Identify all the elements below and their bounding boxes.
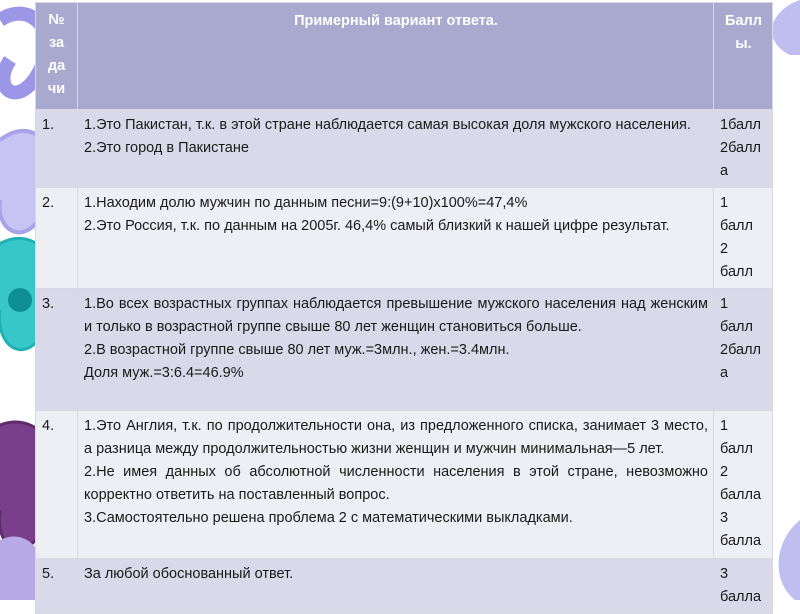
- row-number: 5.: [36, 559, 78, 614]
- score-line: 1: [720, 418, 729, 434]
- answer-line: 2.Это город в Пакистане: [84, 140, 249, 156]
- answer-line: 1.Это Пакистан, т.к. в этой стране наблюдается самая высокая доля мужского населения.: [84, 117, 691, 133]
- table-row: [36, 110, 773, 188]
- row-score: [714, 411, 773, 559]
- score-line: 1: [720, 195, 729, 211]
- table-row: [36, 289, 773, 411]
- row-score: [714, 188, 773, 289]
- score-line: а: [720, 365, 729, 381]
- table-header-row: [36, 3, 773, 110]
- score-line: балл: [720, 218, 753, 234]
- row-answer: [78, 188, 714, 289]
- answer-line: 3.Самостоятельно решена проблема 2 с математическими выкладками.: [84, 510, 573, 526]
- row-score: [714, 110, 773, 188]
- header-num-line: №: [48, 12, 65, 28]
- answer-line: 2.Это Россия, т.к. по данным на 2005г. 46,4% самый близкий к нашей цифре результат.: [84, 218, 670, 234]
- score-line: 2балл: [720, 140, 762, 156]
- swirl-right-bottom: [779, 520, 800, 600]
- score-line: 1: [720, 296, 729, 312]
- score-line: балл: [720, 319, 753, 335]
- table-row: [36, 559, 773, 614]
- answer-line: 2.Не имея данных об абсолютной численности населения в этой стране, невозможно корректно ответить на поставленный вопрос.: [84, 464, 708, 503]
- header-task-number: [36, 3, 78, 110]
- header-num-line: чи: [47, 81, 66, 97]
- score-line: балла: [720, 589, 762, 605]
- answer-line: 2.В возрастной группе свыше 80 лет муж.=3млн., жен.=3.4млн.: [84, 342, 510, 358]
- header-num-line: за: [48, 35, 65, 51]
- swirl-teal-dot: [8, 288, 32, 312]
- row-answer: [78, 289, 714, 411]
- score-line: 2: [720, 241, 729, 257]
- score-line: балла: [720, 533, 762, 549]
- row-answer: [78, 559, 714, 614]
- row-score: [714, 559, 773, 614]
- answer-line: За любой обоснованный ответ.: [84, 566, 294, 582]
- score-line: 3: [720, 510, 729, 526]
- answer-line: 1.Это Англия, т.к. по продолжительности она, из предложенного списка, занимает 3 место, а разница между продолжительностью жизни женщин и мужчин минимальная—5 лет.: [84, 418, 708, 457]
- table-row: [36, 411, 773, 559]
- row-number: 4.: [36, 411, 78, 559]
- answer-line: 1.Во всех возрастных группах наблюдается превышение мужского населения над женским и только в возрастной группе свыше 80 лет женщин становиться больше.: [84, 296, 708, 335]
- row-answer: [78, 411, 714, 559]
- answer-line: Доля муж.=3:6.4=46.9%: [84, 365, 244, 381]
- header-score: Балл ы.: [714, 3, 773, 110]
- row-answer: [78, 110, 714, 188]
- row-number: 2.: [36, 188, 78, 289]
- score-line: 3: [720, 566, 729, 582]
- score-line: 2: [720, 464, 729, 480]
- row-number: 1.: [36, 110, 78, 188]
- table-row: [36, 188, 773, 289]
- score-line: 2балл: [720, 342, 762, 358]
- row-score: [714, 289, 773, 411]
- header-answer: Примерный вариант ответа.: [78, 3, 714, 110]
- score-line: балл: [720, 441, 753, 457]
- swirl-right-top: [772, 0, 800, 55]
- score-line: 1балл: [720, 117, 762, 133]
- row-number: 3.: [36, 289, 78, 411]
- score-line: а: [720, 163, 729, 179]
- header-num-line: да: [47, 58, 66, 74]
- answers-table: [35, 2, 773, 614]
- answer-line: 1.Находим долю мужчин по данным песни=9:(9+10)х100%=47,4%: [84, 195, 528, 211]
- score-line: балл: [720, 264, 753, 280]
- score-line: балла: [720, 487, 762, 503]
